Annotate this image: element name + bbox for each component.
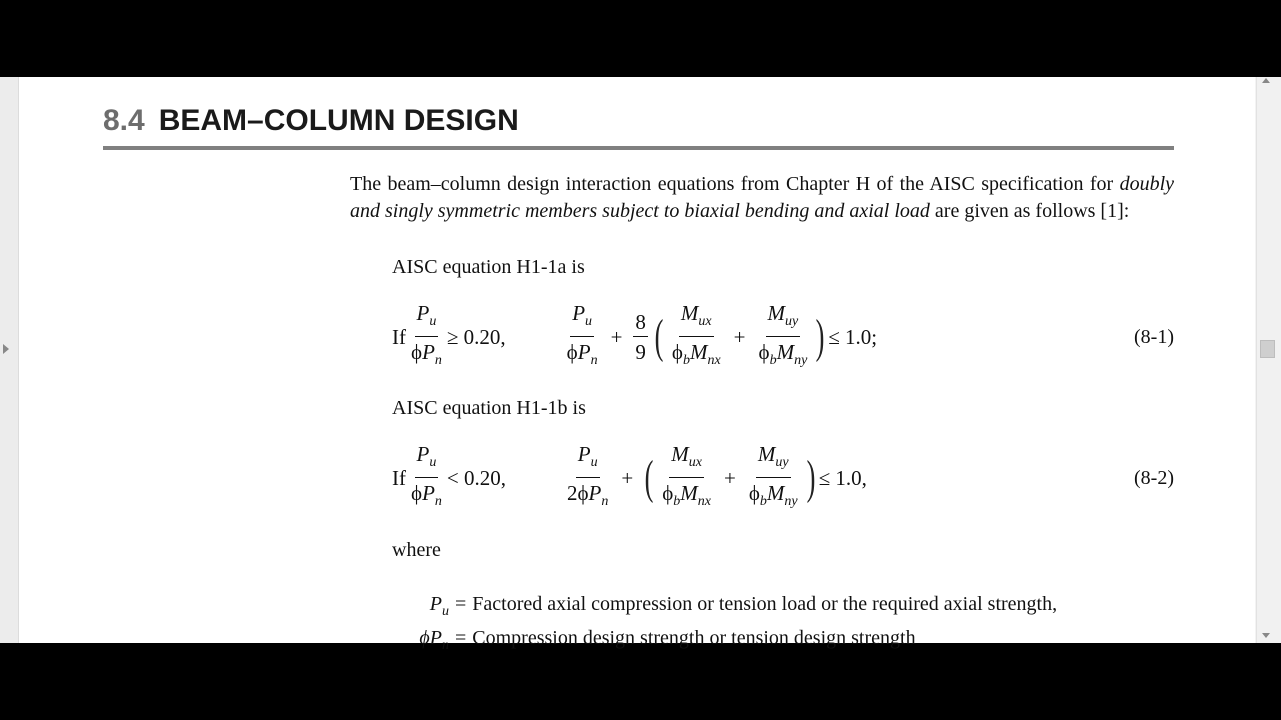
eq1-number: (8-1) xyxy=(1134,326,1174,348)
eq2-open-paren: ( xyxy=(644,451,654,504)
eq2-label: AISC equation H1-1b is xyxy=(392,397,586,419)
eq2-plus-2: + xyxy=(723,465,736,490)
scroll-down-icon[interactable] xyxy=(1262,633,1270,638)
eq1-plus-2: + xyxy=(733,324,746,349)
eq2-plus: + xyxy=(621,465,634,490)
eq1-moment-y: $\frac{M_{uy}}{\phi_bM_{ny}}$ xyxy=(758,301,808,368)
document-viewer xyxy=(0,77,1280,653)
heading-rule xyxy=(103,146,1174,150)
eq1-tail: ≤ 1.0; xyxy=(828,324,878,349)
eq1-moment-x: $\frac{M_{ux}}{\phi_bM_{nx}}$ xyxy=(671,301,721,368)
section-number: 8.4 xyxy=(103,104,145,137)
eq2-condition-fraction: $\frac{P_u}{\phi P_n}$ xyxy=(411,442,442,509)
expand-panel-icon[interactable] xyxy=(3,344,9,354)
eq1-close-paren: ) xyxy=(815,310,825,363)
equation-8-2 xyxy=(392,442,1174,514)
intro-emphasis: doubly and singly symmetric members subject to biaxial bending and axial load xyxy=(350,173,1175,222)
document-page xyxy=(19,77,1255,653)
eq1-condition-op: ≥ 0.20, xyxy=(446,324,506,349)
eq2-if: If xyxy=(392,465,406,490)
section-heading xyxy=(103,103,519,143)
eq1-plus: + xyxy=(610,324,623,349)
eq2-tail: ≤ 1.0, xyxy=(818,465,867,490)
eq1-label: AISC equation H1-1a is xyxy=(392,256,585,278)
eq2-moment-y: $\frac{M_{uy}}{\phi_bM_{ny}}$ xyxy=(748,442,798,509)
eq1-condition-fraction: $\frac{P_u}{\phi P_n}$ xyxy=(411,301,442,368)
definition-phipn: $\phi P_n$ = Compression design strength or tension design strength xyxy=(419,627,916,653)
scroll-thumb[interactable] xyxy=(1260,340,1275,358)
eq2-moment-x: $\frac{M_{ux}}{\phi_bM_{nx}}$ xyxy=(662,442,711,509)
eq2-axial-term: $\frac{P_u}{2\phi P_n}$ xyxy=(566,442,609,509)
left-gutter xyxy=(0,77,19,643)
vertical-scrollbar[interactable] xyxy=(1256,77,1281,643)
intro-text-1: The beam–column design interaction equations from Chapter H of the AISC specification for xyxy=(350,173,1114,195)
eq1-coefficient: $\frac{8}{9}$ xyxy=(635,310,646,364)
scroll-up-icon[interactable] xyxy=(1262,78,1270,83)
eq2-close-paren: ) xyxy=(806,451,815,504)
definition-pu: $P_u$ = Factored axial compression or tension load or the required axial strength, xyxy=(429,593,1058,619)
intro-paragraph xyxy=(350,171,1174,225)
section-title: BEAM–COLUMN DESIGN xyxy=(158,104,519,137)
eq1-if: If xyxy=(392,324,406,349)
eq2-condition-op: < 0.20, xyxy=(446,465,506,490)
eq1-axial-term: $\frac{P_u}{\phi P_n}$ xyxy=(566,301,598,368)
eq2-number: (8-2) xyxy=(1134,467,1174,489)
equation-8-1 xyxy=(392,301,1174,373)
eq1-open-paren: ( xyxy=(654,310,664,363)
where-label: where xyxy=(392,539,441,561)
intro-text-2: are given as follows [1]: xyxy=(934,200,1130,222)
